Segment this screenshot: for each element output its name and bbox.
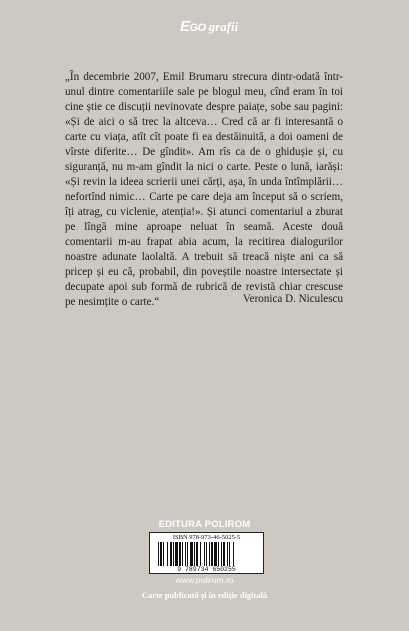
barcode-stripe [179,542,181,566]
isbn-text: ISBN 978-973-46-5025-5 [172,534,241,541]
blurb-text [65,70,343,310]
barcode-stripe [209,542,210,566]
barcode-panel [149,532,264,574]
barcode-stripe [223,542,225,566]
barcode-stripe [170,542,172,566]
barcode-stripe [204,542,205,566]
barcode-stripe [175,542,178,566]
barcode-stripe [185,542,186,566]
barcode-stripe [187,542,188,566]
blurb-author: Veronica D. Niculescu [242,293,343,305]
barcode-stripe [167,542,168,566]
publisher-name: EDITURA POLIROM [158,519,251,530]
barcode-stripe [227,542,228,566]
barcode-stripe [158,542,159,566]
barcode-stripe [173,542,174,566]
blurb-paragraph: „În decembrie 2007, Emil Brumaru strecura dintr-odată într-unul dintre comentariile sale pe blogul meu, cînd eram în toi cine știe ce discuții nevinovate despre paiațe, sobe sau pagini: «Și de aici o să trec la altceva… Cred că ar fi interesantă o carte cu viața, atît cît poate fi ea destăinuită, a doi oameni de vîrste diferite… De gîndit». Am rîs ca de o ghidușie și, cu siguranță, nu m-am gîndit la nici o carte. Peste o lună, iarăși: «Și revin la ideea scrierii unei cărți, așa, în unda întîmplării… nefortînd nimic… Carte pe care deja am început să o scriem, îți atrag, cu viclenie, atenția!». Și atunci comentariul a zburat pe lîngă mine aproape neluat în seamă. Aceste două comentarii m-au frapat abia acum, la recitirea dialogurilor noastre adunate laolaltă. A trebuit să treacă niște ani ca să pricep și eu că, probabil, din poveștile noastre intersectate și decupate apoi sub formă de rubrică de revistă chiar crescuse pe nesimțite o carte.“ [65,71,343,308]
barcode-stripe [200,542,201,566]
barcode-stripe [206,542,207,566]
barcode-stripe [196,542,198,566]
barcode-stripe [218,542,219,566]
barcode-stripe [214,542,217,566]
digital-edition-note: Carte publicată și în ediție digitală [141,590,268,600]
publisher-website[interactable]: www.polirom.ro [175,575,234,585]
barcode-bars [158,542,255,566]
barcode-stripe [221,542,222,566]
barcode-stripe [163,542,164,566]
barcode-stripe [233,542,234,566]
barcode-stripe [190,542,193,566]
logo-grafii: grafii [208,19,239,34]
barcode-stripe [229,542,230,566]
egografii-logo [180,18,238,35]
barcode-stripe [211,542,213,566]
barcode-stripe [194,542,195,566]
logo-ego: EGO [180,18,206,35]
barcode-number: 9 789734 650255 [150,566,263,573]
barcode-stripe [160,542,162,566]
barcode-stripe [182,542,183,566]
